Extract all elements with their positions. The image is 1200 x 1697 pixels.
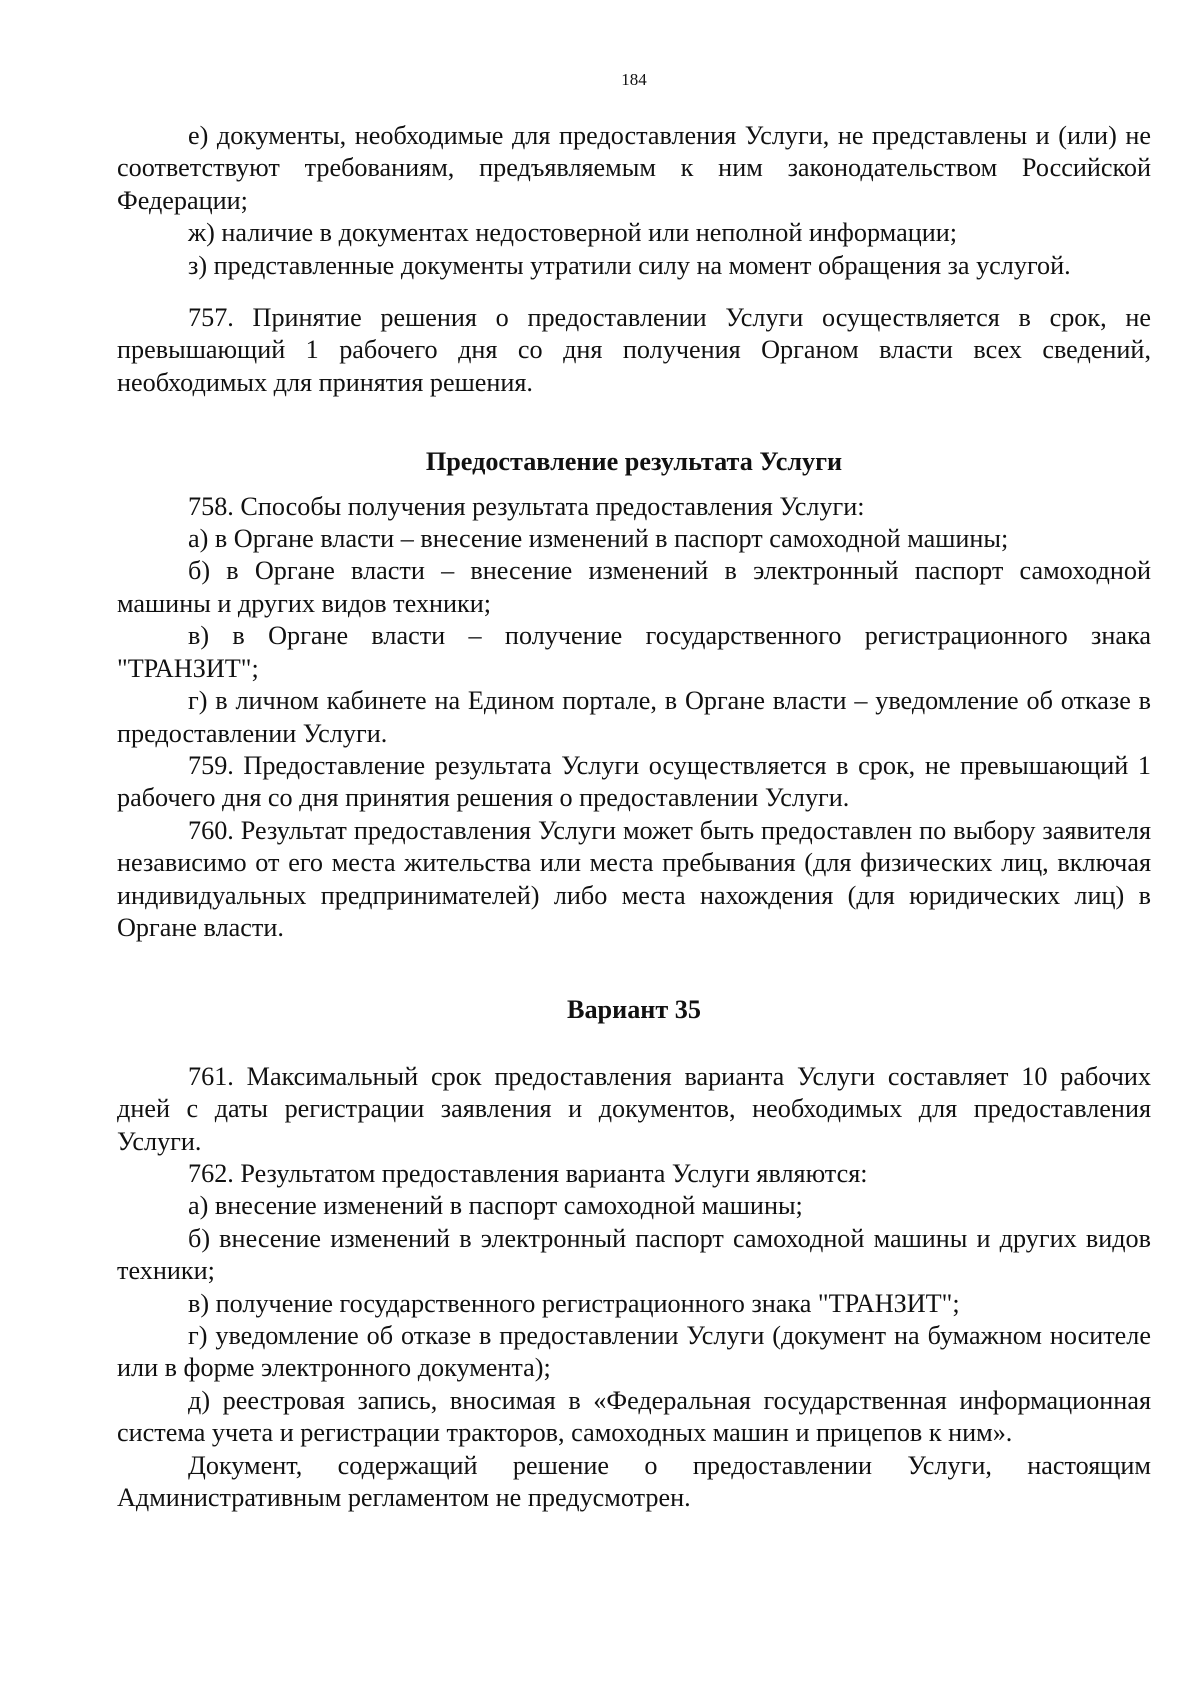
paragraph-item-e: е) документы, необходимые для предоставления Услуги, не представлены и (или) не соответствуют требованиям, предъявляемым к ним законодательством Российской Федерации;	[117, 121, 1151, 215]
document-body	[117, 120, 1151, 1514]
paragraph-757: 757. Принятие решения о предоставлении Услуги осуществляется в срок, не превышающий 1 рабочего дня со дня получения Органом власти всех сведений, необходимых для принятия решения.	[117, 303, 1151, 397]
paragraph-760: 760. Результат предоставления Услуги может быть предоставлен по выбору заявителя независимо от его места жительства или места пребывания (для физических лиц, включая индивидуальных предпринимателей) либо места нахождения (для юридических лиц) в Органе власти.	[117, 815, 1151, 942]
paragraph-762-a: а) внесение изменений в паспорт самоходной машины;	[188, 1191, 803, 1221]
page-number: 184	[621, 70, 647, 89]
paragraph-762-d: д) реестровая запись, вносимая в «Федеральная государственная информационная система учета и регистрации тракторов, самоходных машин и прицепов к ним».	[117, 1385, 1151, 1448]
paragraph-762-b: б) внесение изменений в электронный паспорт самоходной машины и других видов техники;	[117, 1223, 1151, 1286]
section-heading-result: Предоставление результата Услуги	[425, 447, 843, 477]
paragraph-762-g: г) уведомление об отказе в предоставлении Услуги (документ на бумажном носителе или в форме электронного документа);	[117, 1321, 1151, 1383]
paragraph-item-zh: ж) наличие в документах недостоверной или неполной информации;	[188, 218, 958, 248]
paragraph-762-v: в) получение государственного регистрационного знака "ТРАНЗИТ";	[188, 1288, 960, 1318]
paragraph-759: 759. Предоставление результата Услуги осуществляется в срок, не превышающий 1 рабочего дня со дня принятия решения о предоставлении Услуги.	[117, 750, 1151, 813]
paragraph-761: 761. Максимальный срок предоставления варианта Услуги составляет 10 рабочих дней с даты регистрации заявления и документов, необходимых для предоставления Услуги.	[117, 1061, 1151, 1156]
paragraph-758-b: б) в Органе власти – внесение изменений в электронный паспорт самоходной машины и других видов техники;	[117, 556, 1151, 618]
section-heading-variant: Вариант 35	[567, 995, 701, 1025]
paragraph-758-a: а) в Органе власти – внесение изменений в паспорт самоходной машины;	[188, 524, 1009, 554]
paragraph-758-g: г) в личном кабинете на Едином портале, в Органе власти – уведомление об отказе в предоставлении Услуги.	[117, 686, 1151, 748]
paragraph-item-z: з) представленные документы утратили силу на момент обращения за услугой.	[188, 250, 1071, 280]
paragraph-762: 762. Результатом предоставления варианта Услуги являются:	[188, 1158, 868, 1188]
paragraph-document-note: Документ, содержащий решение о предоставлении Услуги, настоящим Административным регламентом не предусмотрен.	[117, 1450, 1151, 1513]
paragraph-758: 758. Способы получения результата предоставления Услуги:	[188, 491, 865, 521]
paragraph-758-v: в) в Органе власти – получение государственного регистрационного знака "ТРАНЗИТ";	[117, 621, 1151, 683]
